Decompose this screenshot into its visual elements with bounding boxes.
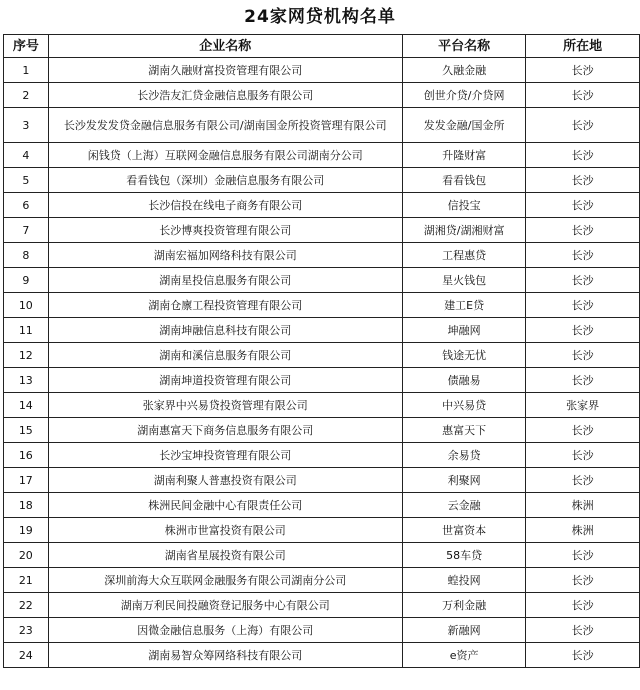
cell-location: 长沙	[526, 318, 640, 343]
cell-location: 长沙	[526, 83, 640, 108]
cell-company: 湖南坤融信息科技有限公司	[48, 318, 402, 343]
header-platform: 平台名称	[402, 35, 526, 58]
cell-location: 长沙	[526, 568, 640, 593]
cell-no: 8	[4, 243, 49, 268]
table-row	[4, 418, 640, 443]
cell-location: 长沙	[526, 243, 640, 268]
table-row	[4, 218, 640, 243]
cell-location: 株洲	[526, 518, 640, 543]
table-row	[4, 143, 640, 168]
cell-no: 21	[4, 568, 49, 593]
cell-platform: 星火钱包	[402, 268, 526, 293]
cell-location: 长沙	[526, 343, 640, 368]
cell-no: 11	[4, 318, 49, 343]
cell-platform: 余易贷	[402, 443, 526, 468]
table-row	[4, 243, 640, 268]
cell-no: 13	[4, 368, 49, 393]
table-row	[4, 543, 640, 568]
cell-platform: 钱途无忧	[402, 343, 526, 368]
cell-no: 5	[4, 168, 49, 193]
cell-location: 长沙	[526, 593, 640, 618]
header-company: 企业名称	[48, 35, 402, 58]
table-row	[4, 293, 640, 318]
cell-company: 因微金融信息服务（上海）有限公司	[48, 618, 402, 643]
cell-no: 7	[4, 218, 49, 243]
page-title: 24家网贷机构名单	[244, 7, 396, 27]
header-location: 所在地	[526, 35, 640, 58]
cell-location: 长沙	[526, 468, 640, 493]
cell-platform: 债融易	[402, 368, 526, 393]
cell-no: 6	[4, 193, 49, 218]
table-row	[4, 368, 640, 393]
cell-platform: 蝗投网	[402, 568, 526, 593]
cell-location: 长沙	[526, 218, 640, 243]
cell-no: 4	[4, 143, 49, 168]
table-row	[4, 83, 640, 108]
cell-platform: 久融金融	[402, 58, 526, 83]
cell-location: 长沙	[526, 418, 640, 443]
cell-platform: 湖湘贷/湖湘财富	[402, 218, 526, 243]
cell-company: 湖南惠富天下商务信息服务有限公司	[48, 418, 402, 443]
cell-location: 长沙	[526, 58, 640, 83]
cell-no: 16	[4, 443, 49, 468]
cell-company: 株洲市世富投资有限公司	[48, 518, 402, 543]
cell-company: 看看钱包（深圳）金融信息服务有限公司	[48, 168, 402, 193]
cell-platform: 云金融	[402, 493, 526, 518]
table-row	[4, 443, 640, 468]
cell-location: 长沙	[526, 368, 640, 393]
cell-platform: 发发金融/国金所	[402, 108, 526, 143]
cell-no: 20	[4, 543, 49, 568]
cell-company: 长沙浩友汇贷金融信息服务有限公司	[48, 83, 402, 108]
cell-no: 22	[4, 593, 49, 618]
cell-platform: e资产	[402, 643, 526, 668]
cell-no: 18	[4, 493, 49, 518]
cell-location: 长沙	[526, 268, 640, 293]
table-row	[4, 168, 640, 193]
cell-location: 长沙	[526, 443, 640, 468]
header-no: 序号	[4, 35, 49, 58]
cell-no: 24	[4, 643, 49, 668]
cell-no: 12	[4, 343, 49, 368]
cell-location: 张家界	[526, 393, 640, 418]
table-header-row	[4, 35, 640, 58]
table-row	[4, 468, 640, 493]
table-row	[4, 268, 640, 293]
cell-no: 23	[4, 618, 49, 643]
cell-platform: 工程惠贷	[402, 243, 526, 268]
cell-location: 长沙	[526, 143, 640, 168]
cell-company: 株洲民间金融中心有限责任公司	[48, 493, 402, 518]
lender-table	[3, 34, 640, 668]
cell-company: 湖南宏福加网络科技有限公司	[48, 243, 402, 268]
table-row	[4, 518, 640, 543]
cell-platform: 建工E贷	[402, 293, 526, 318]
table-row	[4, 593, 640, 618]
cell-platform: 世富资本	[402, 518, 526, 543]
cell-company: 湖南仓廪工程投资管理有限公司	[48, 293, 402, 318]
cell-no: 17	[4, 468, 49, 493]
cell-no: 10	[4, 293, 49, 318]
table-row	[4, 193, 640, 218]
cell-location: 长沙	[526, 168, 640, 193]
cell-no: 3	[4, 108, 49, 143]
cell-company: 湖南利聚人普惠投资有限公司	[48, 468, 402, 493]
cell-company: 湖南万利民间投融资登记服务中心有限公司	[48, 593, 402, 618]
cell-no: 9	[4, 268, 49, 293]
cell-location: 长沙	[526, 193, 640, 218]
cell-no: 2	[4, 83, 49, 108]
table-row	[4, 58, 640, 83]
table-row	[4, 108, 640, 143]
cell-company: 长沙信投在线电子商务有限公司	[48, 193, 402, 218]
cell-platform: 58车贷	[402, 543, 526, 568]
table-row	[4, 343, 640, 368]
cell-company: 湖南和溪信息服务有限公司	[48, 343, 402, 368]
cell-company: 张家界中兴易贷投资管理有限公司	[48, 393, 402, 418]
cell-company: 湖南省星展投资有限公司	[48, 543, 402, 568]
table-row	[4, 393, 640, 418]
cell-company: 深圳前海大众互联网金融服务有限公司湖南分公司	[48, 568, 402, 593]
cell-platform: 利聚网	[402, 468, 526, 493]
cell-company: 长沙博爽投资管理有限公司	[48, 218, 402, 243]
cell-location: 长沙	[526, 543, 640, 568]
cell-platform: 新融网	[402, 618, 526, 643]
cell-company: 长沙发发发贷金融信息服务有限公司/湖南国金所投资管理有限公司	[48, 108, 402, 143]
cell-platform: 创世介贷/介贷网	[402, 83, 526, 108]
cell-platform: 中兴易贷	[402, 393, 526, 418]
cell-no: 14	[4, 393, 49, 418]
table-body	[4, 58, 640, 668]
cell-no: 1	[4, 58, 49, 83]
table-row	[4, 318, 640, 343]
cell-company: 闲钱贷（上海）互联网金融信息服务有限公司湖南分公司	[48, 143, 402, 168]
cell-platform: 惠富天下	[402, 418, 526, 443]
cell-company: 湖南易智众筹网络科技有限公司	[48, 643, 402, 668]
cell-company: 湖南久融财富投资管理有限公司	[48, 58, 402, 83]
cell-platform: 升隆财富	[402, 143, 526, 168]
cell-location: 长沙	[526, 108, 640, 143]
cell-company: 长沙宝坤投资管理有限公司	[48, 443, 402, 468]
cell-platform: 坤融网	[402, 318, 526, 343]
cell-no: 19	[4, 518, 49, 543]
table-row	[4, 568, 640, 593]
cell-location: 株洲	[526, 493, 640, 518]
cell-company: 湖南坤道投资管理有限公司	[48, 368, 402, 393]
table-row	[4, 493, 640, 518]
cell-location: 长沙	[526, 643, 640, 668]
cell-platform: 看看钱包	[402, 168, 526, 193]
cell-location: 长沙	[526, 293, 640, 318]
cell-company: 湖南星投信息服务有限公司	[48, 268, 402, 293]
table-row	[4, 643, 640, 668]
cell-location: 长沙	[526, 618, 640, 643]
table-row	[4, 618, 640, 643]
cell-platform: 万利金融	[402, 593, 526, 618]
cell-no: 15	[4, 418, 49, 443]
cell-platform: 信投宝	[402, 193, 526, 218]
